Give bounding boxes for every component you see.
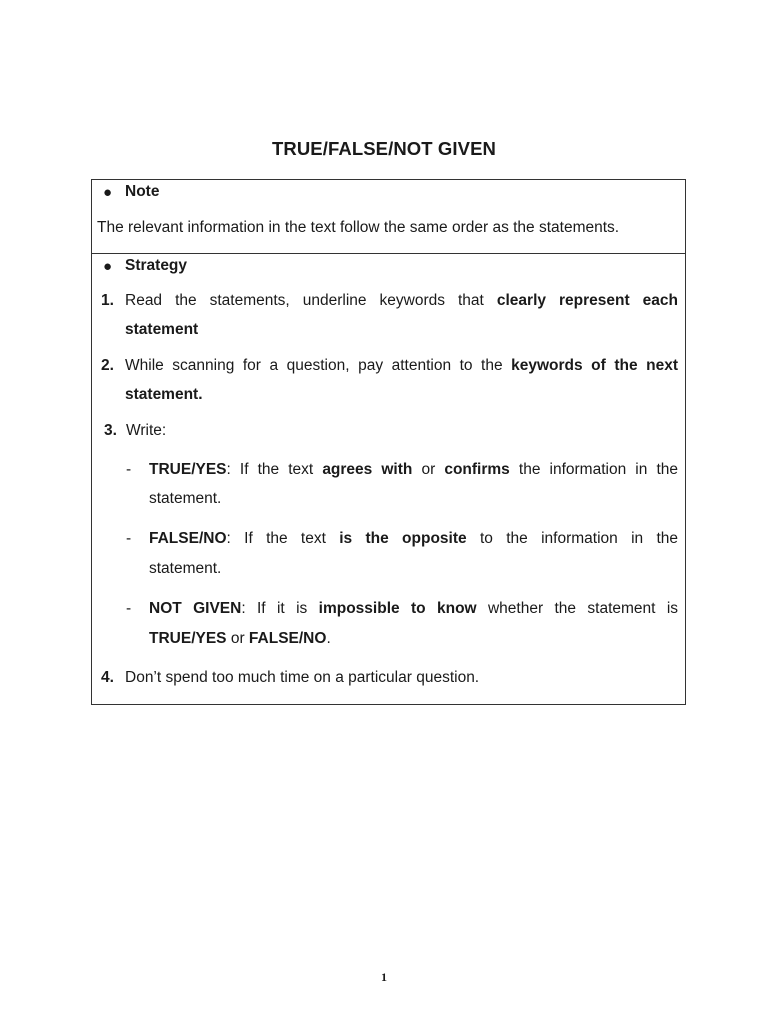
sub-1-line-2: statement. — [149, 490, 222, 507]
sub-3-line-1 — [149, 599, 678, 619]
sub-1-line-1 — [149, 460, 678, 480]
item-4-number: 4. — [101, 669, 114, 686]
item-4-text: Don’t spend too much time on a particular question. — [125, 669, 480, 686]
sub-1-t2: or — [412, 461, 445, 478]
note-heading: Note — [125, 183, 160, 200]
sub-3-l2t1: or — [226, 630, 249, 647]
sub-2-dash: - — [126, 530, 132, 547]
sub-2-line-2: statement. — [149, 560, 222, 577]
content-box — [91, 179, 686, 705]
sub-1-b2: agrees with — [322, 461, 413, 478]
sub-1-dash: - — [126, 461, 132, 478]
item-2-line-1 — [125, 356, 678, 376]
sub-2-b1: FALSE/NO — [149, 530, 227, 547]
note-bullet: ● — [103, 184, 113, 201]
page-number: 1 — [381, 970, 387, 984]
sub-1-t3: the information in the — [509, 461, 678, 478]
strategy-bullet: ● — [103, 258, 113, 275]
sub-1-t1: : If the text — [226, 461, 323, 478]
item-2-line-2: statement. — [125, 386, 203, 403]
sub-3-t2: whether the statement is — [476, 600, 679, 617]
sub-1-b3: confirms — [444, 461, 510, 478]
sub-2-b2: is the opposite — [339, 530, 467, 547]
sub-3-line-2 — [149, 629, 331, 649]
sub-3-l2b2: FALSE/NO — [248, 630, 327, 647]
sub-2-line-1 — [149, 529, 678, 549]
item-3-number: 3. — [104, 422, 117, 439]
item-1-text: Read the statements, underline keywords that — [125, 292, 497, 309]
sub-2-t1: : If the text — [226, 530, 340, 547]
item-1-number: 1. — [101, 292, 114, 309]
strategy-heading: Strategy — [125, 257, 188, 274]
item-3-text: Write: — [126, 422, 167, 439]
item-1-bold: clearly represent each — [496, 292, 678, 309]
item-2-text: While scanning for a question, pay attention to the — [125, 357, 512, 374]
sub-3-t1: : If it is — [241, 600, 319, 617]
page-title: TRUE/FALSE/NOT GIVEN — [271, 138, 497, 159]
sub-2-t2: to the information in the — [466, 530, 679, 547]
item-2-number: 2. — [101, 357, 114, 374]
sub-1-b1: TRUE/YES — [149, 461, 227, 478]
sub-3-b1: NOT GIVEN — [149, 600, 242, 617]
item-2-bold: keywords of the next — [511, 357, 678, 374]
sub-3-b2: impossible to know — [318, 600, 477, 617]
section-divider — [92, 253, 685, 254]
sub-3-l2b1: TRUE/YES — [149, 630, 227, 647]
sub-3-l2t2: . — [326, 630, 331, 647]
sub-3-dash: - — [126, 600, 132, 617]
item-1-line-2: statement — [125, 321, 199, 338]
item-1-line-1 — [125, 291, 678, 311]
note-text: The relevant information in the text follow the same order as the statements. — [97, 219, 620, 236]
